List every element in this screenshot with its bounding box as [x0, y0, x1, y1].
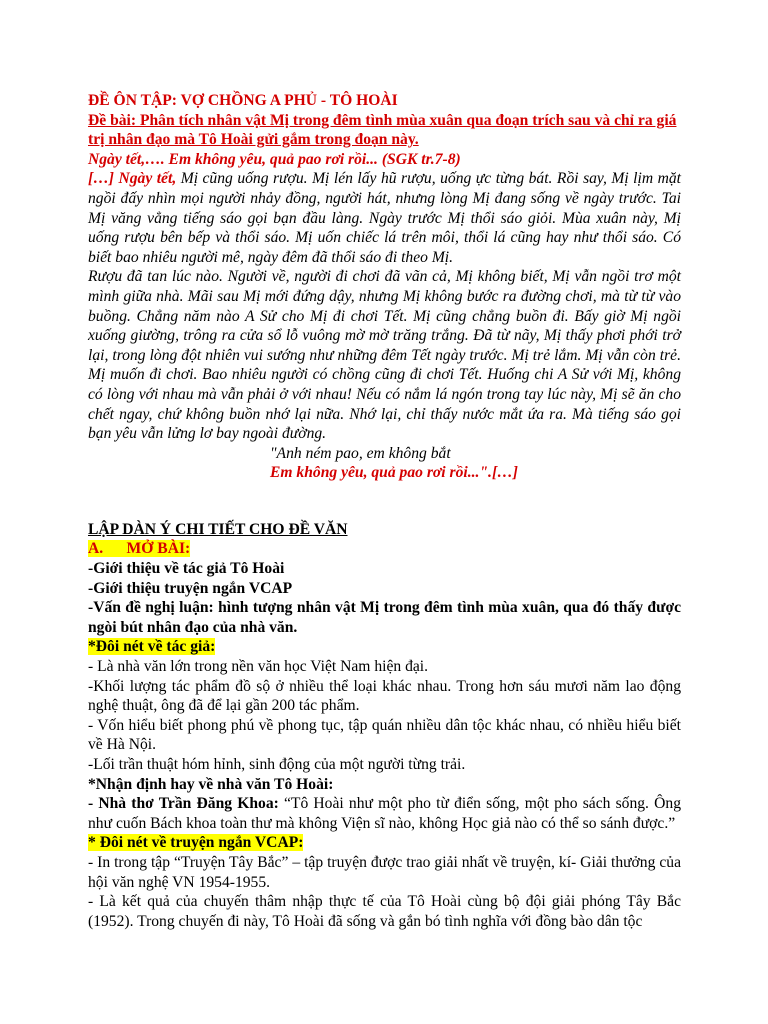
poem-line-2: Em không yêu, quả pao rơi rồi...".[…] [270, 464, 518, 482]
author-item: -Khối lượng tác phẩm đồ sộ ở nhiều thể loại khác nhau. Trong hơn sáu mươi năm lao động nghệ thuật, ông đã để lại gần 200 tác phẩm. [88, 677, 681, 715]
opinion-quote-paragraph [88, 794, 681, 833]
section-a-label: A. MỞ BÀI: [88, 540, 191, 558]
outline-heading: LẬP DÀN Ý CHI TIẾT CHO ĐỀ VĂN [88, 520, 348, 538]
section-gap [88, 483, 681, 520]
intro-item-author: -Giới thiệu về tác giả Tô Hoài [88, 560, 285, 578]
author-item: -Lối trần thuật hóm hỉnh, sinh động của một người từng trải. [88, 756, 466, 773]
essay-prompt: Đề bài: Phân tích nhân vật Mị trong đêm tình mùa xuân qua đoạn trích sau và chỉ ra giá trị nhân đạo mà Tô Hoài gửi gắm trong đoạn này. [88, 111, 677, 149]
author-heading-line [88, 637, 681, 657]
opinion-speaker: - Nhà thơ Trần Đăng Khoa: [88, 795, 279, 813]
document-title: ĐỀ ÔN TẬP: VỢ CHỒNG A PHỦ - TÔ HOÀI [88, 92, 398, 109]
opinion-quote: “Tô Hoài như một pho từ điển sống, một pho sách sống. Ông như cuốn Bách khoa toàn thư mà không Viện sĩ nào, không Học giả nào có thể so sánh được.” [88, 795, 681, 832]
excerpt-reference: Ngày tết,…. Em không yêu, quả pao rơi rồi... (SGK tr.7-8) [88, 150, 461, 168]
excerpt-lead: […] Ngày tết, [88, 170, 177, 188]
story-heading: * Đôi nét về truyện ngắn VCAP: [88, 834, 304, 852]
author-heading: *Đôi nét về tác giả: [88, 638, 216, 656]
author-item: - Vốn hiểu biết phong phú về phong tục, tập quán nhiều dân tộc khác nhau, có nhiều hiểu biết về Hà Nội. [88, 716, 681, 754]
story-item: - Là kết quả của chuyến thâm nhập thực tế của Tô Hoài cùng bộ đội giải phóng Tây Bắc (1952). Trong chuyến đi này, Tô Hoài đã sống và gắn bó tình nghĩa với đồng bào dân tộc [88, 893, 681, 930]
intro-item-issue: -Vấn đề nghị luận: hình tượng nhân vật Mị trong đêm tình mùa xuân, qua đó thấy được ngòi bút nhân đạo của nhà văn. [88, 599, 681, 636]
section-a-line [88, 539, 681, 559]
story-item: - In trong tập “Truyện Tây Bắc” – tập truyện được trao giải nhất về truyện, kí- Giải thưởng của hội văn nghệ VN 1954-1955. [88, 853, 681, 891]
excerpt-text-1: Mị cũng uống rượu. Mị lén lấy hũ rượu, uống ực từng bát. Rồi say, Mị lịm mặt ngồi đấy nhìn mọi người nhảy đồng, người hát, nhưng lòng Mị đang sống về ngày trước. Tai Mị văng vẳng tiếng sáo gọi bạn đầu làng. Ngày trước Mị thổi sáo giỏi. Mùa xuân này, Mị uống rượu bên bếp và thổi sáo. Mị uốn chiếc lá trên môi, thổi lá cũng hay như thổi sáo. Có biết bao nhiêu người mê, ngày đêm đã thổi sáo đi theo Mị. [88, 170, 681, 266]
opinion-heading: *Nhận định hay về nhà văn Tô Hoài: [88, 775, 334, 793]
poem-line-1: "Anh ném pao, em không bắt [270, 444, 451, 462]
author-item: - Là nhà văn lớn trong nền văn học Việt Nam hiện đại. [88, 658, 429, 676]
excerpt-paragraph-2: Rượu đã tan lúc nào. Người về, người đi chơi đã vãn cả, Mị không biết, Mị vẫn ngồi trơ một mình giữa nhà. Mãi sau Mị mới đứng dậy, nhưng Mị không bước ra đường chơi, mà từ từ vào buồng. Chẳng năm nào A Sử cho Mị đi chơi Tết. Mị cũng chẳng buồn đi. Bấy giờ Mị ngồi xuống giường, trông ra cửa sổ lỗ vuông mờ mờ trăng trắng. Đã từ nãy, Mị thấy phơi phới trở lại, trong lòng đột nhiên vui sướng như những đêm Tết ngày trước. Mị trẻ lắm. Mị vẫn còn trẻ. Mị muốn đi chơi. Bao nhiêu người có chồng cũng đi chơi Tết. Huống chi A Sử với Mị, không có lòng với nhau mà vẫn phải ở với nhau! Nếu có nắm lá ngón trong tay lúc này, Mị sẽ ăn cho chết ngay, chứ không buồn nhớ lại nữa. Nhớ lại, chỉ thấy nước mắt ứa ra. Mà tiếng sáo gọi bạn yêu vẫn lửng lơ bay ngoài đường. [88, 268, 681, 443]
intro-item-story: -Giới thiệu truyện ngắn VCAP [88, 579, 293, 597]
story-heading-line [88, 833, 681, 853]
excerpt-paragraph-1 [88, 169, 681, 267]
